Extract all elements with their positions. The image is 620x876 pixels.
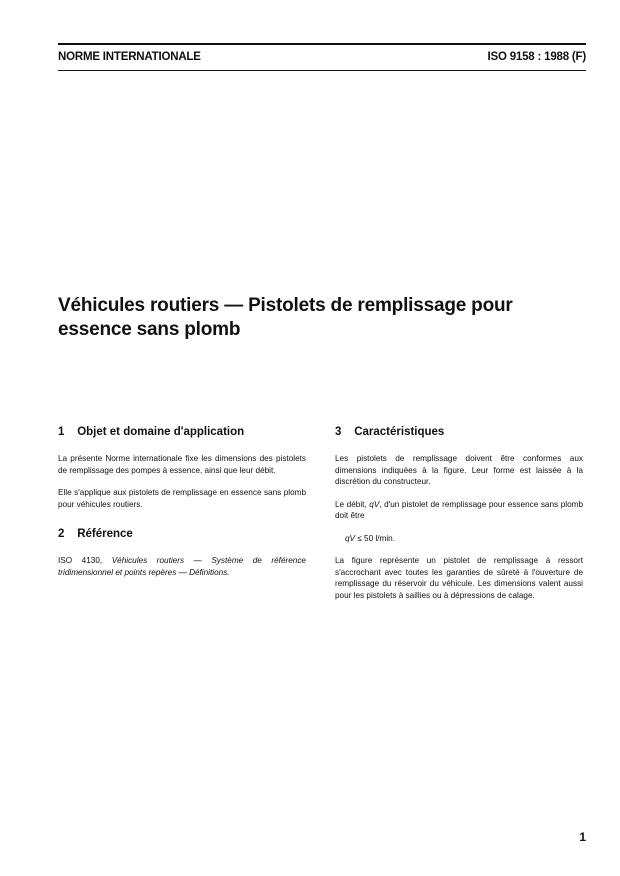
section-3-title: Caractéristiques (354, 426, 445, 438)
flow-rate-text-a: Le débit, (335, 499, 370, 509)
section-3-paragraph-3: La figure représente un pistolet de remplissage à ressort s'accrochant avec toutes les garanties de sûreté à l'ouverture de remplissage du réservoir du véhicule. Les dimensions valent aussi pour les pistolets à saillies ou à dépressions de calage. (335, 556, 583, 600)
section-1-heading (58, 426, 306, 441)
section-1-paragraph-1: La présente Norme internationale fixe les dimensions des pistolets de remplissage des pompes à essence, ainsi que leur débit. (58, 454, 306, 475)
section-3-paragraph-1: Les pistolets de remplissage doivent être conformes aux dimensions indiquées à la figure. Leur forme est laissée à la discrétion du constructeur. (335, 454, 583, 486)
flow-rate-symbol: qV (369, 499, 380, 509)
section-1-title: Objet et domaine d'application (77, 426, 245, 438)
document-title (58, 294, 558, 342)
section-2-reference (58, 555, 306, 578)
standard-reference: ISO 9158 : 1988 (F) (487, 51, 586, 63)
formula-symbol: qV (345, 533, 356, 543)
title-line-2: essence sans plomb (58, 319, 241, 340)
section-1-number: 1 (58, 426, 65, 438)
left-column (58, 426, 306, 589)
section-3-number: 3 (335, 426, 342, 438)
section-2-title: Référence (77, 528, 133, 540)
section-2-heading (58, 528, 306, 543)
standard-type-label: NORME INTERNATIONALE (58, 51, 201, 63)
section-3-paragraph-2 (335, 499, 583, 522)
reference-prefix: ISO 4130, (58, 556, 112, 565)
page-number: 1 (579, 830, 586, 844)
section-2-number: 2 (58, 528, 65, 540)
right-column (335, 426, 583, 612)
reference-title: Véhicules routiers — Système de référence tridimensionnel et points repères — Définitions. (58, 556, 306, 577)
flow-rate-formula (335, 533, 583, 545)
flow-rate-text-b: , d'un pistolet de remplissage pour essence sans plomb doit être (335, 499, 583, 520)
header-bottom-rule (58, 70, 586, 71)
section-3-heading (335, 426, 583, 441)
section-1-paragraph-2: Elle s'applique aux pistolets de remplissage en essence sans plomb pour véhicules routiers. (58, 488, 306, 509)
header-top-rule (58, 43, 586, 45)
formula-value: ≤ 50 l/min. (355, 533, 396, 543)
title-line-1: Véhicules routiers — Pistolets de remplissage pour (58, 295, 513, 316)
